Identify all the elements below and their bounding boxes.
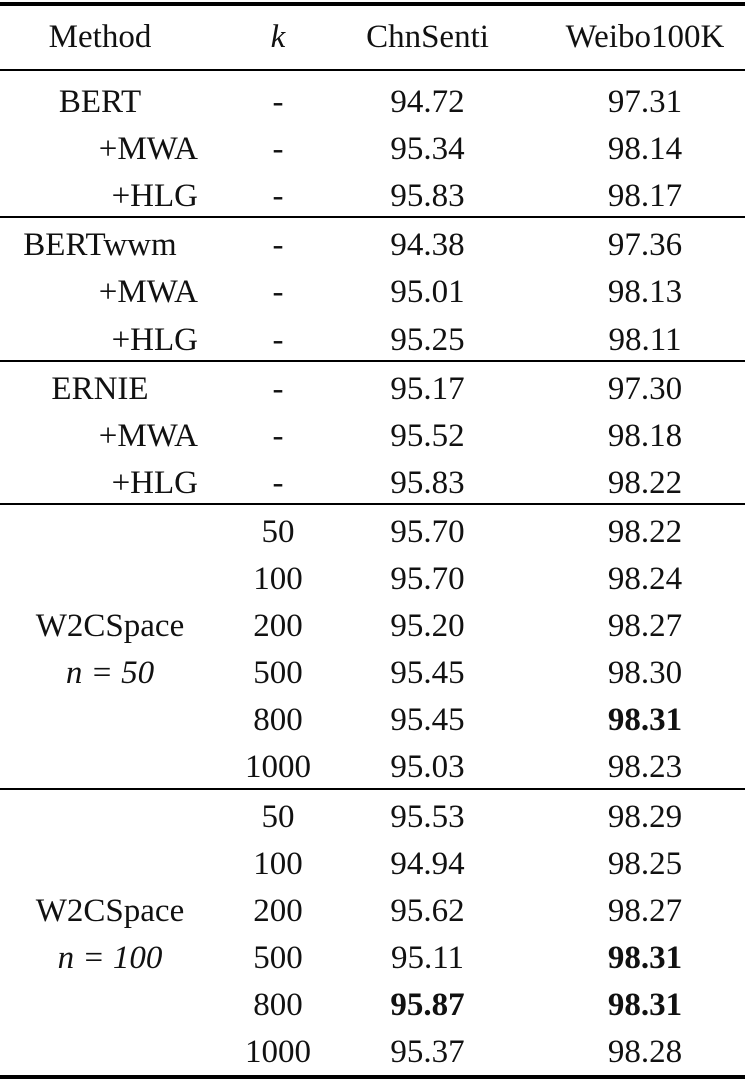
k-cell: - <box>272 370 284 407</box>
weibo-cell: 97.30 <box>607 370 683 407</box>
method-cell: +HLG <box>111 464 198 501</box>
k-cell: - <box>272 464 284 501</box>
chnsenti-cell: 95.53 <box>390 798 465 835</box>
group-method-label: W2CSpace <box>35 892 185 929</box>
table-row <box>0 460 745 507</box>
top-rule <box>0 2 745 6</box>
table-row <box>0 222 745 269</box>
method-cell: +MWA <box>98 417 198 454</box>
table-row <box>0 794 745 841</box>
table-row <box>0 413 745 460</box>
chnsenti-cell: 95.87 <box>390 986 465 1023</box>
k-cell: 200 <box>253 892 303 929</box>
weibo-cell: 98.30 <box>607 655 683 692</box>
table-row <box>0 79 745 126</box>
group-rule <box>0 360 745 362</box>
method-cell: BERT <box>58 84 142 120</box>
k-cell: - <box>272 274 284 311</box>
weibo-cell: 97.31 <box>607 84 683 120</box>
method-cell: ERNIE <box>51 370 149 407</box>
method-cell: BERTwwm <box>23 227 177 264</box>
weibo-cell: 98.22 <box>607 464 683 501</box>
chnsenti-cell: 95.25 <box>390 321 465 358</box>
weibo-cell: 98.23 <box>607 749 683 786</box>
weibo-cell: 98.31 <box>607 986 683 1023</box>
weibo-cell: 98.24 <box>607 561 683 597</box>
weibo-cell: 98.28 <box>607 1034 683 1070</box>
table-row <box>0 126 745 173</box>
chnsenti-cell: 95.83 <box>390 464 465 501</box>
table-row <box>0 366 745 413</box>
method-cell: +MWA <box>98 274 198 311</box>
method-cell: +MWA <box>98 131 198 168</box>
k-cell: - <box>272 131 284 168</box>
k-cell: 100 <box>253 561 303 597</box>
header-k: k <box>270 19 286 55</box>
weibo-cell: 98.27 <box>607 608 683 645</box>
header-method: Method <box>48 19 152 55</box>
header-weibo: Weibo100K <box>565 19 725 55</box>
k-cell: 1000 <box>245 749 311 786</box>
k-cell: 800 <box>253 986 303 1023</box>
weibo-cell: 98.22 <box>607 513 683 550</box>
bottom-rule <box>0 1075 745 1079</box>
chnsenti-cell: 95.83 <box>390 178 465 215</box>
chnsenti-cell: 95.20 <box>390 608 465 645</box>
weibo-cell: 98.25 <box>607 845 683 882</box>
header-row <box>0 14 745 61</box>
chnsenti-cell: 95.11 <box>390 939 465 976</box>
table-row <box>0 509 745 556</box>
header-rule <box>0 69 745 71</box>
k-cell: 100 <box>253 845 303 882</box>
group-method-label: W2CSpace <box>35 608 185 645</box>
weibo-cell: 98.14 <box>607 131 683 168</box>
table-row <box>0 841 745 888</box>
chnsenti-cell: 94.94 <box>390 845 465 882</box>
chnsenti-cell: 95.45 <box>390 655 465 692</box>
weibo-cell: 98.31 <box>607 939 683 976</box>
chnsenti-cell: 95.03 <box>390 749 465 786</box>
method-cell: +HLG <box>111 321 198 358</box>
group-param-label: n = 50 <box>65 655 155 692</box>
k-cell: 800 <box>253 702 303 739</box>
chnsenti-cell: 95.52 <box>390 417 465 454</box>
chnsenti-cell: 95.62 <box>390 892 465 929</box>
table-row <box>0 173 745 220</box>
table-row <box>0 317 745 364</box>
weibo-cell: 98.17 <box>607 178 683 215</box>
chnsenti-cell: 95.45 <box>390 702 465 739</box>
group-rule <box>0 503 745 505</box>
chnsenti-cell: 94.38 <box>390 227 465 264</box>
k-cell: 500 <box>253 939 303 976</box>
chnsenti-cell: 95.37 <box>390 1034 465 1070</box>
table-row <box>0 1029 745 1076</box>
table-row <box>0 982 745 1029</box>
table-row <box>0 697 745 744</box>
k-cell: 1000 <box>245 1034 311 1070</box>
weibo-cell: 98.29 <box>607 798 683 835</box>
weibo-cell: 97.36 <box>607 227 683 264</box>
table-row <box>0 744 745 791</box>
weibo-cell: 98.18 <box>607 417 683 454</box>
weibo-cell: 98.31 <box>607 702 683 739</box>
weibo-cell: 98.27 <box>607 892 683 929</box>
method-cell: +HLG <box>111 178 198 215</box>
weibo-cell: 98.13 <box>607 274 683 311</box>
table-row <box>0 556 745 603</box>
k-cell: - <box>272 84 284 120</box>
chnsenti-cell: 95.70 <box>390 561 465 597</box>
chnsenti-cell: 94.72 <box>390 84 465 120</box>
group-param-label: n = 100 <box>57 939 163 976</box>
k-cell: 500 <box>253 655 303 692</box>
k-cell: 50 <box>261 798 295 835</box>
k-cell: - <box>272 321 284 358</box>
k-cell: 200 <box>253 608 303 645</box>
k-cell: - <box>272 178 284 215</box>
chnsenti-cell: 95.01 <box>390 274 465 311</box>
group-rule <box>0 788 745 790</box>
k-cell: - <box>272 417 284 454</box>
weibo-cell: 98.11 <box>608 321 682 358</box>
k-cell: 50 <box>261 513 295 550</box>
table-row <box>0 269 745 316</box>
chnsenti-cell: 95.70 <box>390 513 465 550</box>
chnsenti-cell: 95.17 <box>390 370 465 407</box>
header-chnsenti: ChnSenti <box>366 19 489 55</box>
k-cell: - <box>272 227 284 264</box>
chnsenti-cell: 95.34 <box>390 131 465 168</box>
group-rule <box>0 216 745 218</box>
